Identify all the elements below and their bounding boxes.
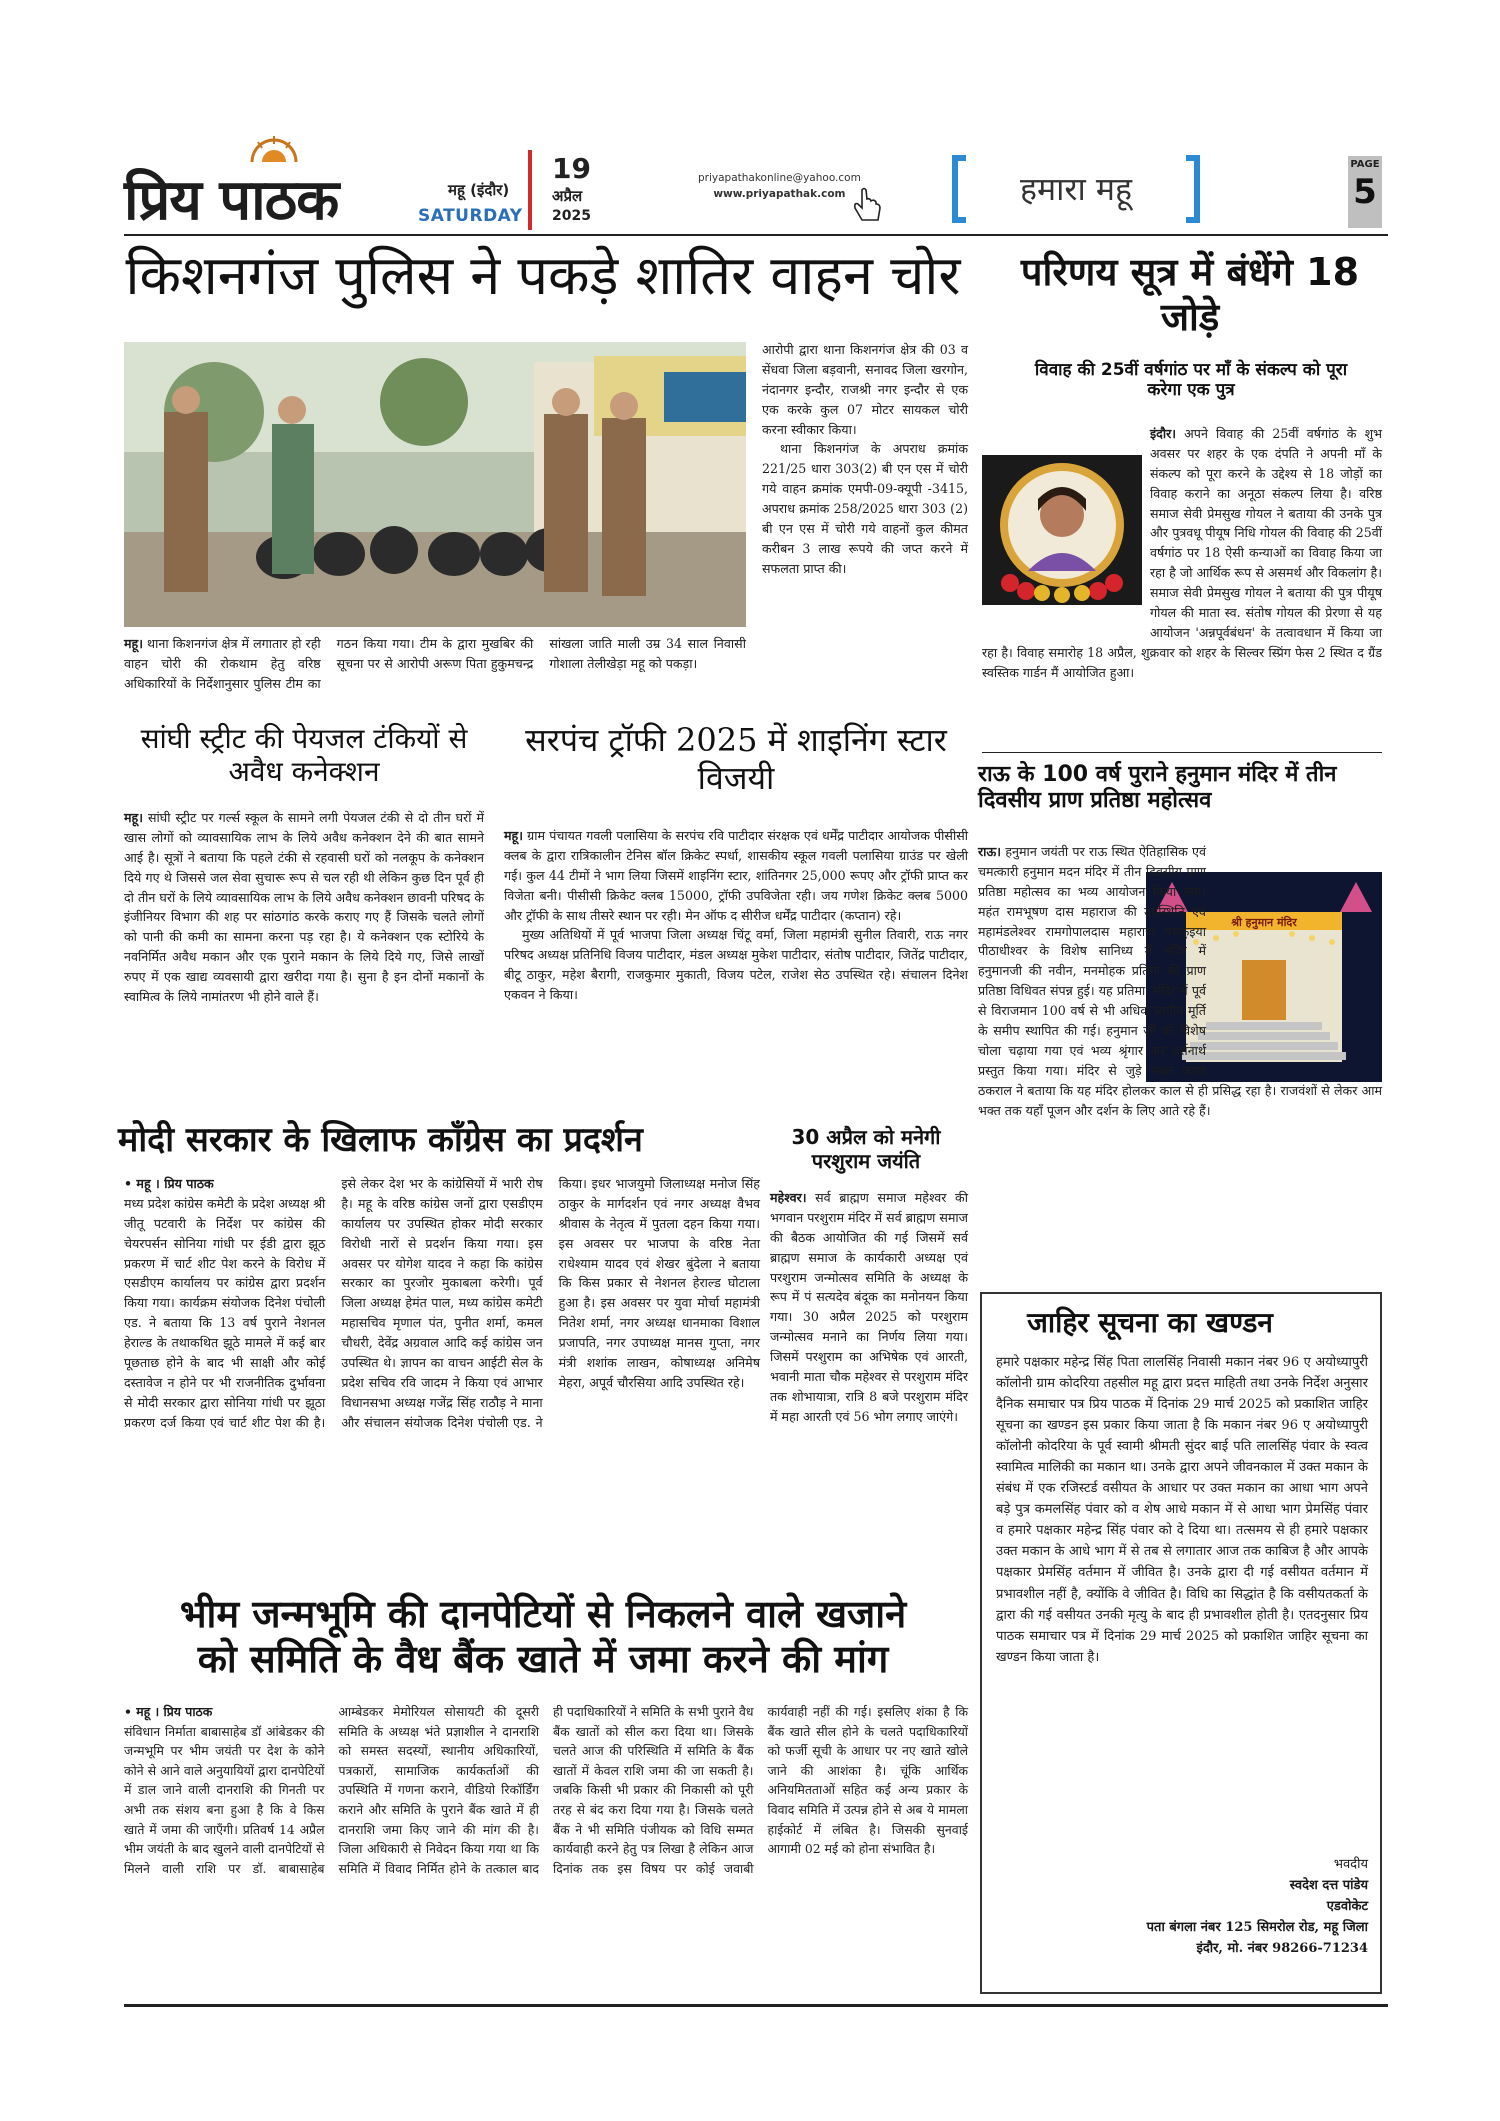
a8-sign-5: इंदौर, मो. नंबर 98266-71234 — [1196, 1941, 1368, 1957]
a3-body-wrap — [124, 808, 484, 1007]
a1-side-p2: थाना किशनगंज के अपराध क्रमांक 221/25 धारा 303(2) बी एन एस में चोरी गये वाहन क्रमांक एमपी-09-क्यूपी -3415, अपराध क्रमांक 258/2025 धारा 303 (2) बी एन एस में चोरी गये वाहनों कुल कीमत करीबन 3 लाख रूपये की जप्त करने में सफलता प्राप्त की। — [762, 441, 968, 576]
a2-place: इंदौर। — [1150, 426, 1177, 441]
a1-lead-text: थाना किशनगंज क्षेत्र में लगातार हो रही वाहन चोरी की रोकथाम हेतु वरिष्ठ अधिकारियों के निर्देशानुसार पुलिस टीम का गठन किया गया। टीम के द्वारा मुखबिर की सूचना पर से आरोपी अरूण पिता हुकुमचन्द्र सांखला जाति माली उम्र 34 साल निवासी गोशाला तेलीखेड़ा महू को पकड़ा। — [124, 636, 746, 691]
a4-body: ग्राम पंचायत गवली पलासिया के सरपंच रवि पाटीदार संरक्षक एवं धर्मेंद्र पाटीदार आयोजक पीसीसी क्लब के द्वारा रात्रिकालीन टेनिस बॉल क्रिकेट स्पर्धा, शासकीय स्कूल गवली पलासिया ग्राउंड पर खेली गई। कुल 44 टीमों ने भाग लिया जिसमें शाइनिंग स्टार, शांतिनगर 25,000 रूपए और ट्रॉफी प्राप्त कर विजेता बनी। पीसीसी क्रिकेट क्लब 15000, ट्रॉफी उपविजेता रही। जय गणेश क्रिकेट क्लब 5000 और ट्रॉफी के साथ तीसरे स्थान पर रही। मेन ऑफ द सीरीज धर्मेंद्र पाटीदार (कप्तान) रहे। — [504, 828, 968, 923]
a7-body-wrap — [770, 1188, 968, 1427]
a9-headline-line2: को समिति के वैध बैंक खाते में जमा करने की मांग — [197, 1636, 889, 1681]
a2-headline: परिणय सूत्र में बंधेंगे 18 जोड़े — [1020, 250, 1360, 339]
a4-place: महू। — [504, 828, 523, 843]
police-photo-illustration — [124, 342, 746, 627]
a4-body-wrap — [504, 826, 968, 1005]
bracket-right — [1186, 155, 1200, 223]
a6-body-wrap — [124, 1174, 760, 1584]
contact-email[interactable]: priyapathakonline@yahoo.com — [698, 172, 861, 184]
date-year: 2025 — [552, 208, 591, 224]
page-number-box — [1348, 156, 1382, 228]
a8-sign-2: स्वदेश दत्त पांडेय — [1289, 1878, 1368, 1894]
a9-body: संविधान निर्माता बाबासाहेब डॉ आंबेडकर की जन्मभूमि पर भीम जयंती पर देश के कोने कोने से आने वाले अनुयायियों द्वारा दानपेटियों में डाल जाने वाली दानराशि की गिनती पर अभी तक संशय बना हुआ है कि वे किस खाते में जमा की जाएँगी। प्रतिवर्ष 14 अप्रैल भीम जयंती के बाद खुलने वाली दानपेटियों से मिलने वाली राशि पर डॉ. बाबासाहेब आम्बेडकर मेमोरियल सोसायटी की दूसरी समिति के अध्यक्ष भंते प्रज्ञाशील ने दानराशि को समस्त सदस्यों, स्थानीय अधिकारियों, पत्रकारों, सामाजिक कार्यकर्ताओं की उपस्थिति में गणना कराने, वीडियो रिकॉर्डिंग कराने और समिति के पुराने बैंक खाते में ही दानराशि जमा किए जाने की मांग की है। जिला अधिकारी से निवेदन किया गया था कि समिति में विवाद निर्मित होने के तत्काल बाद ही पदाधिकारियों ने समिति के सभी पुराने वैध बैंक खातों को सील करा दिया था। जिसके चलते आज की परिस्थिति में समिति के बैंक खातों में केवल राशि जमा की जा सकती है। जबकि किसी भी प्रकार की निकासी को पूरी तरह से बंद करा दिया गया है। जिसके चलते बैंक ने भी समिति पंजीयक को विधि सम्मत कार्यवाही करने हेतु पत्र लिखा है लेकिन आज दिनांक तक इस विषय पर कोई जवाबी कार्यवाही नहीं की गई। इसलिए शंका है कि बैंक खाते सील होने के चलते पदाधिकारियों को फर्जी सूची के आधार पर नए खाते खोले जाने की आशंका है। चूंकि आर्थिक अनियमितताओं सहित कई अन्य प्रकार के विवाद समिति में उत्पन्न होने से अब ये मामला हाईकोर्ट में लंबित है। जिसकी सुनवाई आगामी 02 मई को होना संभावित है। — [124, 1704, 968, 1876]
masthead-day: SATURDAY — [418, 206, 523, 226]
a2-float-spacer — [982, 452, 1150, 642]
a4-headline: सरपंच ट्रॉफी 2025 में शाइनिंग स्टार विजयी — [525, 721, 947, 797]
a5-body-wrap — [978, 842, 1382, 1120]
a6-headline: मोदी सरकार के खिलाफ कॉंग्रेस का प्रदर्शन — [118, 1120, 643, 1160]
a7-place: महेश्वर। — [770, 1190, 807, 1205]
a2-subheadline: विवाह की 25वीं वर्षगांठ पर माँ के संकल्प को पूरा करेगा एक पुत्र — [1034, 360, 1348, 401]
a7-headline: 30 अप्रैल को मनेगी परशुराम जयंति — [791, 1125, 941, 1173]
a9-headline — [118, 1592, 968, 1682]
a1-side — [762, 340, 968, 579]
page-number: 5 — [1353, 172, 1377, 212]
a8-sign-1: भवदीय — [1333, 1857, 1368, 1872]
page-bottom-rule — [124, 2004, 1388, 2007]
masthead-logo — [124, 160, 338, 236]
logo-text: प्रिय पाठक — [124, 167, 339, 233]
a5-place: राऊ। — [978, 844, 1002, 859]
a9-headline-line1: भीम जन्मभूमि की दानपेटियों से निकलने वाले खजाने — [179, 1592, 907, 1636]
a5-body: हनुमान जयंती पर राऊ स्थित ऐतिहासिक एवं चमत्कारी हनुमान मदन मंदिर में तीन दिवसीय प्राण प्रतिष्ठा महोत्सव का भव्य आयोजन किया गया। महंत रामभूषण दास महाराज की उपस्थिति एवं महामंडलेश्वर रामगोपालदास महाराज पंचकुइया पीठाधीश्वर के विशेष सानिध्य में मंदिर में हनुमानजी की नवीन, मनमोहक प्रतिमा की प्राण प्रतिष्ठा विधिवत संपन्न हुई। यह प्रतिमा, मंदिर में पूर्व से विराजमान 100 वर्ष से भी अधिक प्राचीन मूर्ति के समीप स्थापित की गई। हनुमान जी को विशेष चोला चढ़ाया गया एवं भव्य श्रृंगार कर दर्शनार्थ प्रस्तुत किया गया। मंदिर से जुड़े भक्त करण ठकराल ने बताया कि यह मंदिर होलकर काल से ही प्रसिद्ध रहा है। राजवंशों से लेकर आम भक्त तक यहाँ पूजन और दर्शन के लिए आते रहे हैं। — [978, 844, 1382, 1118]
a8-sign-3: एडवोकेट — [1326, 1899, 1368, 1915]
page-label: PAGE — [1350, 159, 1380, 170]
a7-body: सर्व ब्राह्मण समाज महेश्वर की भगवान परशुराम मंदिर में सर्व ब्राह्मण समाज की बैठक आयोजित की गई जिसमें सर्व ब्राह्मण समाज के कार्यकारी अध्यक्ष एवं परशुराम जन्मोत्सव समिति के अध्यक्ष के रूप में पं सत्यदेव बंदूक का मनोनयन किया गया। 30 अप्रैल 2025 को परशुराम जन्मोत्सव मनाने का निर्णय लिया गया। जिसमें परशुराम का अभिषेक एवं आरती, भवानी माता चौक महेश्वर से परशुराम मंदिर तक शोभायात्रा, रात्रि 8 बजे परशुराम मंदिर में महा आरती एवं 56 भोग लगाए जाएंगे। — [770, 1190, 969, 1424]
logo-sunrise-icon — [244, 134, 304, 164]
a3-headline: सांघी स्ट्रीट की पेयजल टंकियों से अवैध कनेक्शन — [140, 722, 468, 789]
date-divider — [528, 150, 532, 230]
a3-place: महू। — [124, 810, 143, 825]
a6-body: मध्य प्रदेश कांग्रेस कमेटी के प्रदेश अध्यक्ष श्री जीतू पटवारी के निर्देश पर कांग्रेस की चेयरपर्सन सोनिया गांधी पर ईडी द्वारा झूठ प्रकरण में चार्ट शीट पेश करने के विरोध में एसडीएम कार्यालय पर कांग्रेस द्वारा प्रदर्शन किया गया। कार्यक्रम संयोजक दिनेश पंचोली एड. ने बताया कि 13 वर्ष पुराने नेशनल हेराल्ड के तथाकथित झूठे मामले में कई बार पूछताछ होने के बाद भी साक्षी और कोई दस्तावेज न होने पर भी राजनीतिक दुर्भावना से मोदी सरकार द्वारा सोनिया गांधी पर झूठा प्रकरण दर्ज किया एवं चार्ट शीट पेश की है। इसे लेकर देश भर के कांग्रेसियों में भारी रोष है। महू के वरिष्ठ कांग्रेस जनों द्वारा एसडीएम कार्यालय पर उपस्थित होकर मोदी सरकार विरोधी नारों से प्रदर्शन किया गया। इस अवसर पर योगेश यादव ने कहा कि कांग्रेस सरकार का पुरजोर मुकाबला करेगी। पूर्व जिला अध्यक्ष हेमंत पाल, मध्य कांग्रेस कमेटी महासचिव मृणाल पंत, पुनीत शर्मा, कमल चौधरी, देवेंद्र अग्रवाल आदि कई कांग्रेस जन उपस्थित थे। ज्ञापन का वाचन आईटी सेल के प्रदेश सचिव रवि जादम ने किया एवं आभार विधानसभा अध्यक्ष गजेंद्र सिंह राठौड़ ने माना और संचालन संयोजक दिनेश पंचोली एड. ने किया। इधर भाजयुमो जिलाध्यक्ष मनोज सिंह ठाकुर के मार्गदर्शन एवं नगर अध्यक्ष वैभव श्रीवास के नेतृत्व में पुतला दहन किया गया। इस अवसर पर भाजपा के वरिष्ठ नेता राधेश्याम यादव एवं शेखर बुंदेला ने बताया कि किस प्रकार से नेशनल हेराल्ड घोटाला हुआ है। इस अवसर पर युवा मोर्चा महामंत्री नितेश शर्मा, नगर अध्यक्ष धानमाका विशाल प्रजापति, नगर उपाध्यक्ष मानस गुप्ता, नगर मंत्री शशांक लाखन, कोषाध्यक्ष अनिमेष मेहरा, अपूर्व चौरसिया आदि उपस्थित रहे। — [124, 1176, 760, 1430]
a1-headline: किशनगंज पुलिस ने पकड़े शातिर वाहन चोर — [125, 244, 961, 307]
a1-side-p1: आरोपी द्वारा थाना किशनगंज क्षेत्र की 03 व सेंधवा जिला बड़वानी, सनावद जिला खरगोन, नंदानगर इन्दौर, राजश्री नगर इन्दौर से एक एक करके कुल 07 मोटर सायकल चोरी करना स्वीकार किया। — [762, 342, 968, 437]
a2-rule — [982, 752, 1382, 753]
a4-body2: मुख्य अतिथियों में पूर्व भाजपा जिला अध्यक्ष चिंटू वर्मा, जिला महामंत्री सुनील तिवारी, राऊ नगर परिषद अध्यक्ष प्रतिनिधि विजय पाटीदार, मंडल अध्यक्ष मुकेश पाटीदार, संतोष पाटीदार, जितेंद्र पाटीदार, बीटू ठाकुर, महेश बैरागी, राजकुमार मुकाती, विजय पटेल, राजेश सेठ उपस्थित रहे। संचालन दिनेश एकवन ने किया। — [504, 927, 968, 1003]
a2-body: अपने विवाह की 25वीं वर्षगांठ के शुभ अवसर पर शहर के एक दंपति ने अपनी माँ के संकल्प को पूरा करने के उद्देश्य से 18 जोड़ों का विवाह कराने का अनूठा संकल्प लिया है। वरिष्ठ समाज सेवी प्रेमसुख गोयल ने बताया की उनके पुत्र और पुत्रवधू पीयूष निधि गोयल की विवाह की 25वीं वर्षगांठ पर 18 ऐसी कन्याओं का विवाह किया जा रहा है जो आर्थिक रूप से असमर्थ और विकलांग है। समाज सेवी प्रेमसुख गोयल ने बताया की पुत्र पीयूष गोयल की माता स्व. संतोष गोयल की प्रेरणा से यह आयोजन 'अन्नपूर्वबंधन' के तत्वावधान में किया जा रहा है। विवाह समारोह 18 अप्रैल, शुक्रवार को शहर के सिल्वर स्प्रिंग फेस 2 स्थित द ग्रैंड स्वस्तिक गार्डन मैं आयोजित हुआ। — [982, 426, 1382, 680]
date-number: 19 — [552, 152, 591, 185]
a9-byline: • महू । प्रिय पाठक — [124, 1704, 213, 1719]
section-banner — [952, 155, 1200, 225]
a8-headline: जाहिर सूचना का खण्डन — [1027, 1306, 1273, 1339]
a8-body: हमारे पक्षकार महेन्द्र सिंह पिता लालसिंह निवासी मकान नंबर 96 ए अयोध्यापुरी कॉलोनी ग्राम कोदरिया तहसील महू द्वारा प्रदत्त माहिती तथा उनके निर्देश अनुसार दैनिक समाचार पत्र प्रिय पाठक में दिनांक 29 मार्च 2025 को प्रकाशित जाहिर सूचना का खण्डन इस प्रकार किया जाता है कि मकान नंबर 96 ए अयोध्यापुरी कॉलोनी कोदरिया के पूर्व स्वामी श्रीमती सुंदर बाई पति लालसिंह पंवार के स्वत्व स्वामित्व मालिकी का मकान था। उनके द्वारा अपने जीवनकाल में उक्त मकान के संबंध में एक रजिस्टर्ड वसीयत के आधार पर उक्त मकान का आधा भाग अपने बड़े पुत्र कमलसिंह पंवार को व शेष आधे मकान में से आधा भाग प्रेमसिंह पंवार व हमारे पक्षकार महेन्द्र सिंह पंवार को दे दिया था। तत्समय से ही हमारे पक्षकार उक्त मकान के आधे भाग में से तब से लगातार आज तक काबिज है और आपके पक्षकार प्रेमसिंह वर्तमान में जीवित है। उनके द्वारा दी गई वसीयत वर्तमान में प्रभावशील नहीं है, क्योंकि वे जीवित है। विधि का सिद्धांत है कि वसीयतकर्ता के द्वारा की गई वसीयत उनकी मृत्यु के बाद ही प्रभावशील होती है। एतदनुसार प्रिय पाठक समाचार पत्र में दिनांक 29 मार्च 2025 को प्रकाशित जाहिर सूचना का खण्डन किया जाता है। — [996, 1355, 1368, 1665]
a1-lead — [124, 634, 746, 714]
a2-body-wrap — [982, 424, 1382, 744]
a1-place: महू। — [124, 636, 143, 651]
a8-signature — [1100, 1854, 1368, 1959]
a8-sign-4: पता बंगला नंबर 125 सिमरोल रोड, महू जिला — [1146, 1920, 1368, 1936]
date-month: अप्रैल — [552, 187, 583, 205]
masthead-rule — [124, 234, 1388, 236]
a6-byline: • महू । प्रिय पाठक — [124, 1176, 214, 1191]
a1-photo-police — [124, 342, 746, 627]
a3-body: सांघी स्ट्रीट पर गर्ल्स स्कूल के सामने लगी पेयजल टंकी से दो तीन घरों में खास लोगों को व्यावसायिक लाभ के लिये अवैध कनेक्शन देने की बात सामने आई है। सूत्रों ने बताया कि पहले टंकी से रहवासी घरों को नलकूप के कनेक्शन दिये गए थे जिससे जल सेवा सुचारू रूप से चल रही थी लेकिन कुछ दिन पूर्व ही दो तीन घरों के लिये व्यावसायिक लाभ के लिये अवैध कनेक्शन छावनी परिषद के इंजीनियर विभाग की शह पर सांठगांठ करके कराए गए हैं जिसके चलते लोगों को पानी की कमी का सामना करना पड़ रहा है। ये कनेक्शन एक स्टोरिये के नवनिर्मित अवैध मकान और एक पुराने मकान के लिये दिये गए, जिसे लाखों रुपए में एक खाद्य व्यवसायी द्वारा खरीदा गया है। सुना है इन दोनों मकानों के स्वामित्व के लिये नामांतरण भी होने वाले हैं। — [124, 810, 484, 1005]
temple-sign: श्री हनुमान मंदिर — [1231, 916, 1297, 929]
bracket-left — [952, 155, 966, 223]
contact-website[interactable]: www.priyapathak.com — [713, 188, 846, 201]
masthead-city: महू (इंदौर) — [448, 181, 510, 199]
section-title: हमारा महू — [1019, 170, 1133, 208]
a5-float-spacer — [1214, 842, 1382, 1080]
a9-body-wrap — [124, 1702, 968, 1992]
contact-block — [698, 170, 861, 203]
a5-headline: राऊ के 100 वर्ष पुराने हनुमान मंदिर में तीन दिवसीय प्राण प्रतिष्ठा महोत्सव — [978, 762, 1337, 813]
pointer-hand-icon — [850, 186, 886, 226]
